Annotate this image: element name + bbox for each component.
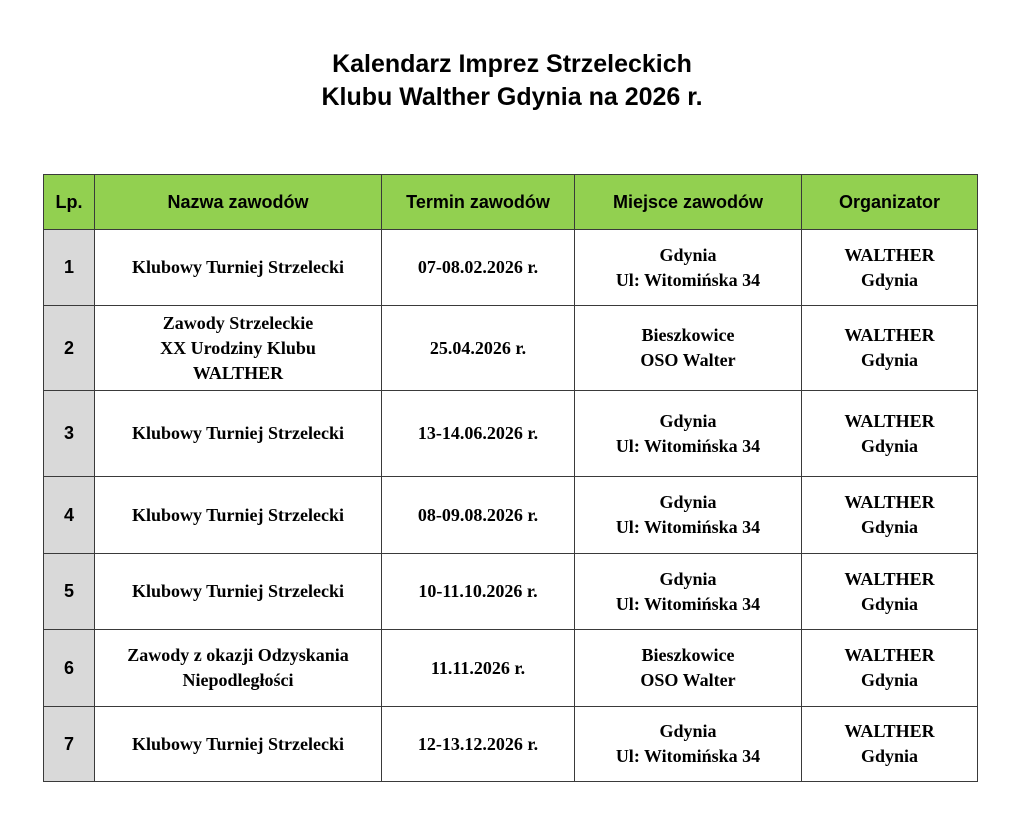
- table-row: [44, 391, 978, 477]
- organizer-line: Gdynia: [860, 435, 919, 456]
- header-place: Miejsce zawodów: [575, 175, 802, 230]
- event-place: [575, 391, 802, 477]
- event-name-line: XX Urodziny Klubu: [160, 337, 316, 358]
- table-row: [44, 554, 978, 630]
- event-name: [95, 630, 382, 707]
- table-row: [44, 306, 978, 391]
- event-place: [575, 707, 802, 782]
- organizer-line: Gdynia: [860, 517, 919, 537]
- organizer-line: Gdynia: [860, 670, 919, 690]
- event-organizer: [802, 630, 978, 707]
- event-organizer: [802, 306, 978, 391]
- table-row: [44, 230, 978, 306]
- place-line: Gdynia: [659, 492, 717, 512]
- event-name: [95, 707, 382, 782]
- event-organizer: [802, 230, 978, 306]
- place-line: Bieszkowice: [641, 325, 735, 345]
- header-name: Nazwa zawodów: [95, 175, 382, 230]
- header-date: Termin zawodów: [382, 175, 575, 230]
- place-line: Ul: Witomińska 34: [615, 269, 761, 290]
- organizer-line: WALTHER: [844, 244, 935, 265]
- row-number: 6: [44, 630, 95, 707]
- event-place: [575, 477, 802, 554]
- row-number: 5: [44, 554, 95, 630]
- table-row: [44, 477, 978, 554]
- page-title: [0, 48, 1024, 114]
- row-number: 2: [44, 306, 95, 391]
- event-date: 25.04.2026 r.: [382, 306, 575, 391]
- event-name: [95, 391, 382, 477]
- event-date: 12-13.12.2026 r.: [382, 707, 575, 782]
- place-line: Gdynia: [659, 244, 717, 265]
- event-name: [95, 477, 382, 554]
- organizer-line: WALTHER: [844, 721, 935, 741]
- title-line-2: Klubu Walther Gdynia na 2026 r.: [321, 83, 703, 111]
- place-line: Gdynia: [659, 721, 717, 741]
- place-line: OSO Walter: [640, 350, 736, 370]
- event-name-line: Klubowy Turniej Strzelecki: [131, 423, 344, 443]
- event-organizer: [802, 554, 978, 630]
- organizer-line: WALTHER: [844, 645, 935, 665]
- organizer-line: WALTHER: [844, 410, 935, 431]
- title-line-1: Kalendarz Imprez Strzeleckich: [332, 50, 692, 78]
- place-line: OSO Walter: [640, 670, 736, 690]
- events-table: [43, 174, 978, 782]
- event-date: 11.11.2026 r.: [382, 630, 575, 707]
- place-line: Ul: Witomińska 34: [615, 593, 761, 614]
- event-name-line: Klubowy Turniej Strzelecki: [131, 504, 344, 525]
- place-line: Gdynia: [659, 568, 717, 589]
- event-date: 07-08.02.2026 r.: [382, 230, 575, 306]
- row-number: 1: [44, 230, 95, 306]
- event-name-line: Zawody Strzeleckie: [162, 312, 314, 333]
- organizer-line: WALTHER: [844, 568, 935, 589]
- table-header-row: [44, 175, 978, 230]
- event-date: 10-11.10.2026 r.: [382, 554, 575, 630]
- place-line: Ul: Witomińska 34: [615, 517, 761, 537]
- event-place: [575, 230, 802, 306]
- event-place: [575, 630, 802, 707]
- event-name-line: Niepodległości: [182, 670, 294, 690]
- row-number: 3: [44, 391, 95, 477]
- event-organizer: [802, 707, 978, 782]
- place-line: Ul: Witomińska 34: [615, 746, 761, 766]
- header-lp: Lp.: [44, 175, 95, 230]
- event-name-line: Zawody z okazji Odzyskania: [127, 645, 349, 665]
- organizer-line: WALTHER: [844, 325, 935, 345]
- event-organizer: [802, 477, 978, 554]
- event-name: [95, 554, 382, 630]
- place-line: Gdynia: [659, 410, 717, 431]
- event-name-line: WALTHER: [192, 362, 284, 383]
- place-line: Bieszkowice: [641, 645, 735, 665]
- row-number: 4: [44, 477, 95, 554]
- event-date: 13-14.06.2026 r.: [382, 391, 575, 477]
- header-organizer: Organizator: [802, 175, 978, 230]
- event-place: [575, 554, 802, 630]
- event-organizer: [802, 391, 978, 477]
- event-name-line: Klubowy Turniej Strzelecki: [131, 581, 344, 601]
- row-number: 7: [44, 707, 95, 782]
- organizer-line: WALTHER: [844, 492, 935, 512]
- event-name-line: Klubowy Turniej Strzelecki: [131, 257, 344, 277]
- event-date: 08-09.08.2026 r.: [382, 477, 575, 554]
- organizer-line: Gdynia: [860, 269, 919, 290]
- organizer-line: Gdynia: [860, 593, 919, 614]
- event-name-line: Klubowy Turniej Strzelecki: [131, 733, 344, 754]
- event-place: [575, 306, 802, 391]
- place-line: Ul: Witomińska 34: [615, 435, 761, 456]
- organizer-line: Gdynia: [860, 746, 919, 766]
- table-row: [44, 630, 978, 707]
- organizer-line: Gdynia: [860, 350, 919, 370]
- event-name: [95, 230, 382, 306]
- table-row: [44, 707, 978, 782]
- event-name: [95, 306, 382, 391]
